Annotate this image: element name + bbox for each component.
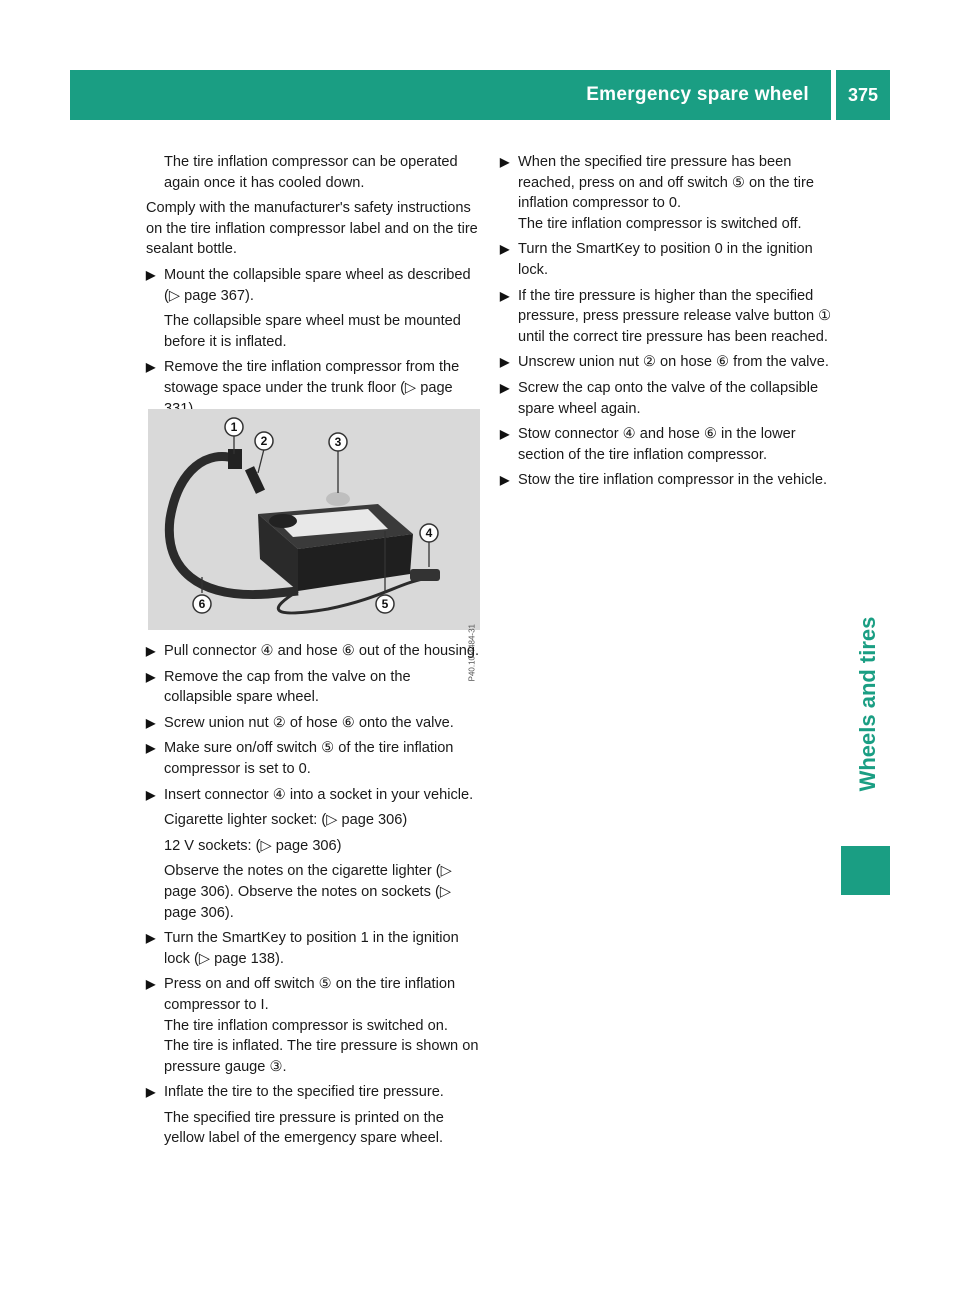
step-arrow-icon: ▶ <box>500 288 510 303</box>
step-remove-cap: ▶ Remove the cap from the valve on the collapsible spare wheel. <box>146 668 411 706</box>
step-stow-connector: ▶ Stow connector ④ and hose ⑥ in the lower section of the tire inflation compressor. <box>500 426 796 463</box>
chapter-marker <box>841 846 890 895</box>
step-note: The tire is inflated. The tire pressure is shown on pressure gauge ③. <box>164 1038 479 1075</box>
step-arrow-icon: ▶ <box>500 242 510 257</box>
compressor-illustration <box>148 409 480 630</box>
step-replace-cap: ▶ Screw the cap onto the valve of the collapsible spare wheel again. <box>500 379 819 417</box>
step-arrow-icon: ▶ <box>146 787 156 802</box>
intro-paragraph: The tire inflation compressor can be operated again once it has cooled down. <box>164 154 458 191</box>
step-unscrew-nut: ▶ Unscrew union nut ② on hose ⑥ from the valve. <box>500 352 836 373</box>
step-note: 12 V sockets: (▷ page 306) <box>164 837 342 854</box>
callout-label-5: 5 <box>381 597 389 611</box>
step-arrow-icon: ▶ <box>146 669 156 684</box>
step-arrow-icon: ▶ <box>500 355 510 370</box>
step-check-switch: ▶ Make sure on/off switch ⑤ of the tire inflation compressor is set to 0. <box>146 740 454 777</box>
step-switch-on: ▶ Press on and off switch ⑤ on the tire inflation compressor to I. <box>146 976 456 1013</box>
callout-label-4: 4 <box>425 526 433 540</box>
step-insert-connector: ▶ Insert connector ④ into a socket in your vehicle. <box>146 785 482 806</box>
step-turn-key-zero: ▶ Turn the SmartKey to position 0 in the ignition lock. <box>500 241 813 278</box>
step-release-pressure: ▶ If the tire pressure is higher than the specified pressure, press pressure release valve button ① until the correct tire pressure has been reached. <box>500 287 832 345</box>
step-arrow-icon: ▶ <box>146 931 156 946</box>
step-arrow-icon: ▶ <box>146 360 156 375</box>
callout-label-1: 1 <box>230 420 238 434</box>
step-note: The tire inflation compressor is switched off. <box>518 215 802 232</box>
step-note: Observe the notes on the cigarette lighter (▷ page 306). Observe the notes on sockets (▷ page 306). <box>164 863 452 921</box>
step-arrow-icon: ▶ <box>146 741 156 756</box>
callout-label-6: 6 <box>198 597 206 611</box>
left-column <box>146 152 482 419</box>
step-arrow-icon: ▶ <box>500 380 510 395</box>
left-column-lower <box>146 641 482 1149</box>
step-arrow-icon: ▶ <box>500 473 510 488</box>
step-arrow-icon: ▶ <box>146 715 156 730</box>
step-screw-union-nut: ▶ Screw union nut ② of hose ⑥ onto the valve. <box>146 713 482 734</box>
step-note: The collapsible spare wheel must be mounted before it is inflated. <box>164 313 461 350</box>
step-stow-compressor: ▶ Stow the tire inflation compressor in the vehicle. <box>500 470 836 491</box>
page-number: 375 <box>836 70 890 120</box>
step-mount-wheel: ▶ Mount the collapsible spare wheel as described (▷ page 367). <box>146 266 471 304</box>
page-header <box>70 70 890 120</box>
step-arrow-icon: ▶ <box>146 644 156 658</box>
step-switch-off: ▶ When the specified tire pressure has been reached, press on and off switch ⑤ on the tire inflation compressor to 0. <box>500 154 814 212</box>
step-note: The specified tire pressure is printed on the yellow label of the emergency spare wheel. <box>164 1109 444 1147</box>
step-inflate: ▶ Inflate the tire to the specified tire pressure. <box>146 1082 482 1103</box>
step-arrow-icon: ▶ <box>500 427 510 442</box>
step-arrow-icon: ▶ <box>500 155 510 169</box>
step-arrow-icon: ▶ <box>146 1085 156 1100</box>
chapter-label: Wheels and tires <box>855 616 880 792</box>
step-note: The tire inflation compressor is switched on. <box>164 1017 448 1034</box>
step-remove-compressor: ▶ Remove the tire inflation compressor from the stowage space under the trunk floor (▷ page <box>146 359 460 396</box>
header-bar <box>70 70 831 120</box>
step-turn-key: ▶ Turn the SmartKey to position 1 in the ignition lock (▷ page 138). <box>146 930 459 967</box>
step-pull-connector: ▶ Pull connector ④ and hose ⑥ out of the housing. <box>146 641 482 662</box>
callout-label-3: 3 <box>334 435 342 449</box>
callout-label-2: 2 <box>260 434 268 448</box>
step-arrow-icon: ▶ <box>146 267 156 282</box>
section-title: Emergency spare wheel <box>586 84 809 105</box>
safety-paragraph: Comply with the manufacturer's safety instructions on the tire inflation compressor label and on the tire sealant bottle. <box>146 200 478 258</box>
right-column <box>500 152 836 491</box>
figure-code: P40.10-4484-31 <box>467 624 476 682</box>
step-note: Cigarette lighter socket: (▷ page 306) <box>164 812 408 829</box>
chapter-tab <box>841 588 890 820</box>
step-arrow-icon: ▶ <box>146 977 156 992</box>
